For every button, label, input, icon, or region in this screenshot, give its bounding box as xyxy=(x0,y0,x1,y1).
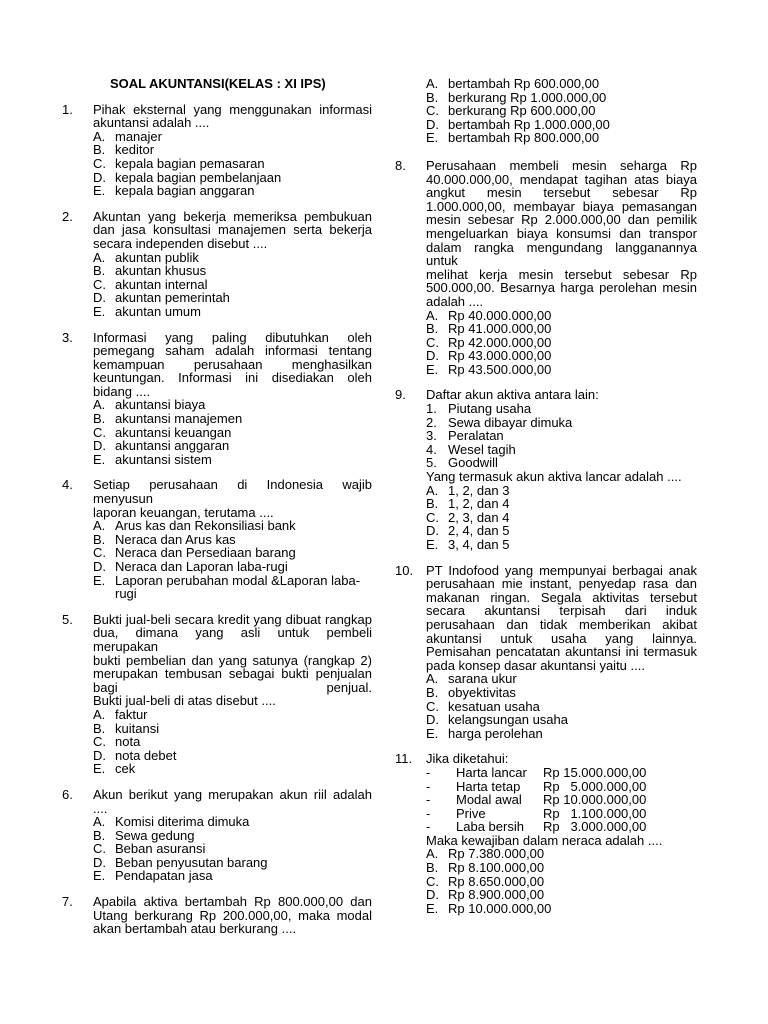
option-letter: C. xyxy=(93,734,106,750)
option-a xyxy=(426,672,697,686)
option-text: obyektivitas xyxy=(448,684,516,700)
option-text: akuntansi manajemen xyxy=(115,411,243,427)
stem-line: Pemisahan pencatatan akuntansi ini termasuk xyxy=(426,644,697,660)
option-text: Rp 43.000.000,00 xyxy=(448,348,552,364)
option-b xyxy=(426,861,697,875)
option-e xyxy=(426,727,697,741)
option-text: Rp 7.380.000,00 xyxy=(448,846,545,862)
option-letter: D. xyxy=(93,747,106,763)
option-text: akuntan publik xyxy=(115,249,199,265)
question-prompt: Yang termasuk akun aktiva lancar adalah .... xyxy=(426,469,682,485)
option-text: Rp 43.500.000,00 xyxy=(448,361,552,377)
stem-line: angkut mesin tersebut sebesar Rp xyxy=(426,185,697,201)
option-c xyxy=(426,700,697,714)
stem-line: makanan ringan. Segala aktivitas tersebut xyxy=(426,589,697,605)
stem-line: .... xyxy=(93,800,108,816)
option-letter: A. xyxy=(426,671,439,687)
option-letter: C. xyxy=(93,545,106,561)
question-11 xyxy=(395,752,697,915)
stem-line: bukti pembelian dan yang satunya (rangkap 2) xyxy=(93,652,372,668)
option-letter: C. xyxy=(426,103,439,119)
option-letter: E. xyxy=(93,451,106,467)
option-letter: E. xyxy=(93,868,106,884)
stem-line: perusahaan mie instant, penyedap rasa dan xyxy=(426,576,697,592)
option-letter: A. xyxy=(426,76,439,91)
question-8 xyxy=(395,159,697,377)
stem-line: dua, dimana yang asli untuk pembeli merupakan xyxy=(93,625,372,654)
option-c xyxy=(93,157,372,171)
option-e xyxy=(426,131,697,145)
question-stem xyxy=(426,564,697,673)
stem-line: melihat kerja mesin tersebut sebesar Rp xyxy=(426,266,697,282)
option-letter: C. xyxy=(426,873,439,889)
option-letter: C. xyxy=(93,276,106,292)
option-text: nota xyxy=(115,734,141,750)
question-3 xyxy=(62,331,372,467)
question-number: 9. xyxy=(395,387,406,403)
option-letter: D. xyxy=(426,523,439,539)
option-letter: C. xyxy=(93,155,106,171)
question-1 xyxy=(62,103,372,198)
option-letter: B. xyxy=(93,263,106,279)
stem-line: Jika diketahui: xyxy=(426,751,509,767)
option-text: akuntan umum xyxy=(115,303,201,319)
option-text: Rp 40.000.000,00 xyxy=(448,307,552,323)
list-item xyxy=(426,443,697,457)
stem-line: secara independen disebut .... xyxy=(93,235,268,251)
option-text: Neraca dan Arus kas xyxy=(115,531,236,547)
list-text: Sewa dibayar dimuka xyxy=(448,414,573,430)
known-dash: - xyxy=(426,778,431,794)
option-b xyxy=(93,264,372,278)
question-number: 2. xyxy=(62,208,73,224)
option-text: Pendapatan jasa xyxy=(115,868,213,884)
option-text: sarana ukur xyxy=(448,671,517,687)
known-name: Harta lancar xyxy=(456,764,527,780)
list-item xyxy=(426,402,697,416)
option-letter: B. xyxy=(93,142,106,158)
option-text: berkurang Rp 1.000.000,00 xyxy=(448,89,607,105)
option-e xyxy=(426,538,697,552)
question-5 xyxy=(62,613,372,776)
option-a xyxy=(93,815,372,829)
option-d xyxy=(93,856,372,870)
stem-line: mengeluarkan biaya konsumsi dan transpor xyxy=(426,225,697,241)
option-text: bertambah Rp 600.000,00 xyxy=(448,76,600,91)
option-c xyxy=(93,426,372,440)
option-text: Rp 41.000.000,00 xyxy=(448,321,552,337)
option-d xyxy=(93,439,372,453)
stem-line: dalam rangka mengundang langganannya untuk xyxy=(426,239,697,269)
question-prompt: Maka kewajiban dalam neraca adalah .... xyxy=(426,832,663,848)
stem-line: Daftar akun aktiva antara lain: xyxy=(426,387,599,403)
stem-line: 1.000.000,00, membayar biaya pemasangan xyxy=(426,198,697,214)
option-text: Arus kas dan Rekonsiliasi bank xyxy=(115,518,296,534)
option-text: Rp 10.000.000,00 xyxy=(448,900,552,916)
option-c xyxy=(93,546,372,560)
option-letter: C. xyxy=(426,509,439,525)
option-letter: D. xyxy=(93,854,106,870)
option-e xyxy=(93,305,372,319)
option-letter: B. xyxy=(93,411,106,427)
option-letter: D. xyxy=(93,169,106,185)
question-stem xyxy=(93,210,372,251)
list-number: 5. xyxy=(426,455,437,471)
known-value: Rp 10.000.000,00 xyxy=(543,792,647,808)
option-d xyxy=(93,291,372,305)
option-e xyxy=(426,363,697,377)
stem-line: PT Indofood yang mempunyai berbagai anak xyxy=(426,562,697,578)
known-dash: - xyxy=(426,764,431,780)
option-letter: A. xyxy=(93,397,106,413)
page-title: SOAL AKUNTANSI(KELAS : XI IPS) xyxy=(110,76,326,91)
known-name: Laba bersih xyxy=(456,819,524,835)
list-number: 3. xyxy=(426,428,437,444)
known-item xyxy=(426,807,697,821)
stem-line: akan bertambah atau berkurang .... xyxy=(93,921,297,937)
option-letter: A. xyxy=(426,482,439,498)
option-letter: C. xyxy=(426,698,439,714)
option-b xyxy=(93,722,372,736)
option-letter: D. xyxy=(426,116,439,132)
question-number: 3. xyxy=(62,329,73,345)
option-c xyxy=(426,875,697,889)
option-e xyxy=(426,902,697,916)
question-7-options xyxy=(395,77,697,145)
option-text: kepala bagian anggaran xyxy=(115,183,255,199)
question-stem xyxy=(93,478,372,519)
option-a xyxy=(93,708,372,722)
stem-line: Akuntan yang bekerja memeriksa pembukuan xyxy=(93,208,372,224)
stem-line: Apabila aktiva bertambah Rp 800.000,00 dan xyxy=(93,894,372,910)
stem-line: secara akuntansi terpisah dari induk xyxy=(426,603,697,619)
option-letter: D. xyxy=(426,348,439,364)
option-letter: A. xyxy=(93,518,106,534)
option-text: Rp 8.100.000,00 xyxy=(448,860,545,876)
option-letter: B. xyxy=(426,684,439,700)
list-text: Goodwill xyxy=(448,455,498,471)
option-e xyxy=(93,762,372,776)
option-letter: E. xyxy=(93,183,106,199)
option-letter: C. xyxy=(93,841,106,857)
option-letter: C. xyxy=(426,334,439,350)
option-text: berkurang Rp 600.000,00 xyxy=(448,103,596,119)
option-text: akuntansi sistem xyxy=(115,451,212,467)
option-letter: A. xyxy=(426,846,439,862)
option-text: Sewa gedung xyxy=(115,827,195,843)
option-letter: E. xyxy=(93,572,106,588)
option-text: Beban penyusutan barang xyxy=(115,854,268,870)
right-column xyxy=(395,77,697,927)
known-dash: - xyxy=(426,792,431,808)
option-letter: D. xyxy=(426,887,439,903)
option-letter: C. xyxy=(93,424,106,440)
option-letter: E. xyxy=(93,303,106,319)
option-text: 2, 4, dan 5 xyxy=(448,523,510,539)
option-letter: E. xyxy=(93,761,106,777)
known-item xyxy=(426,780,697,794)
option-text: akuntan pemerintah xyxy=(115,290,230,306)
question-number: 7. xyxy=(62,894,73,910)
option-d xyxy=(426,888,697,902)
question-6 xyxy=(62,788,372,883)
option-text: Komisi diterima dimuka xyxy=(115,814,250,830)
question-number: 8. xyxy=(395,157,406,173)
option-text: akuntan khusus xyxy=(115,263,207,279)
option-letter: B. xyxy=(93,720,106,736)
option-text: Neraca dan Persediaan barang xyxy=(115,545,296,561)
option-d xyxy=(93,560,372,574)
stem-line: pada konsep dasar akuntansi yaitu .... xyxy=(426,657,645,673)
known-item xyxy=(426,766,697,780)
option-text: bertambah Rp 1.000.000,00 xyxy=(448,116,610,132)
option-e xyxy=(93,184,372,198)
stem-line: dan jasa konsultasi manajemen serta bekerja xyxy=(93,222,372,238)
option-a xyxy=(426,309,697,323)
option-letter: B. xyxy=(93,827,106,843)
option-text: kelangsungan usaha xyxy=(448,712,568,728)
option-letter: A. xyxy=(93,814,106,830)
option-text: akuntansi anggaran xyxy=(115,438,230,454)
option-a xyxy=(426,77,697,91)
option-d xyxy=(93,749,372,763)
option-letter: A. xyxy=(93,706,106,722)
option-d xyxy=(426,349,697,363)
option-text: 2, 3, dan 4 xyxy=(448,509,510,525)
list-item xyxy=(426,429,697,443)
option-text: Rp 8.650.000,00 xyxy=(448,873,545,889)
question-7 xyxy=(62,895,372,936)
stem-line: pemegang saham adalah informasi tentang xyxy=(93,343,372,359)
known-name: Prive xyxy=(456,805,486,821)
option-c xyxy=(426,104,697,118)
question-number: 11. xyxy=(395,751,413,767)
question-number: 6. xyxy=(62,786,73,802)
option-text: cek xyxy=(115,761,136,777)
option-text: akuntansi keuangan xyxy=(115,424,232,440)
option-text: kuitansi xyxy=(115,720,160,736)
stem-line: Perusahaan membeli mesin seharga Rp xyxy=(426,157,697,173)
list-text: Wesel tagih xyxy=(448,441,516,457)
left-questions xyxy=(62,103,372,936)
option-text: akuntan internal xyxy=(115,276,208,292)
known-dash: - xyxy=(426,805,431,821)
option-b xyxy=(426,686,697,700)
question-number: 4. xyxy=(62,477,73,493)
option-c xyxy=(93,278,372,292)
question-stem xyxy=(93,613,372,708)
option-text: Beban asuransi xyxy=(115,841,206,857)
stem-line: bagi penjual. xyxy=(93,679,372,695)
question-4 xyxy=(62,478,372,600)
option-a xyxy=(426,847,697,861)
option-a xyxy=(93,398,372,412)
option-letter: E. xyxy=(426,725,439,741)
option-letter: B. xyxy=(426,321,439,337)
option-b xyxy=(93,533,372,547)
list-number: 4. xyxy=(426,441,437,457)
option-c xyxy=(426,511,697,525)
question-stem xyxy=(426,752,697,766)
option-letter: E. xyxy=(426,900,439,916)
known-value: Rp 3.000.000,00 xyxy=(543,819,647,835)
option-text: bertambah Rp 800.000,00 xyxy=(448,130,600,146)
option-text: Rp 8.900.000,00 xyxy=(448,887,545,903)
question-stem xyxy=(426,159,697,309)
option-b xyxy=(93,412,372,426)
option-text: Rp 42.000.000,00 xyxy=(448,334,552,350)
stem-line: merupakan tembusan sebagai bukti penjualan xyxy=(93,666,372,682)
stem-line: kemampuan perusahaan menghasilkan xyxy=(93,356,372,372)
stem-line: Bukti jual-beli secara kredit yang dibuat rangkap xyxy=(93,611,372,627)
option-text: akuntansi biaya xyxy=(115,397,206,413)
option-text: manajer xyxy=(115,128,162,144)
list-text: Piutang usaha xyxy=(448,401,532,417)
option-letter: B. xyxy=(426,89,439,105)
option-d xyxy=(426,713,697,727)
option-letter: D. xyxy=(93,290,106,306)
stem-line: adalah .... xyxy=(426,293,484,309)
option-b xyxy=(426,322,697,336)
stem-line: akuntansi adalah .... xyxy=(93,115,210,131)
question-stem xyxy=(93,895,372,936)
question-stem xyxy=(93,103,372,130)
option-b xyxy=(93,143,372,157)
list-number: 1. xyxy=(426,401,437,417)
option-letter: A. xyxy=(426,307,439,323)
option-text: 1, 2, dan 3 xyxy=(448,482,510,498)
option-b xyxy=(93,829,372,843)
option-letter: E. xyxy=(426,361,439,377)
stem-line: Akun berikut yang merupakan akun riil adalah xyxy=(93,786,372,802)
option-text: harga perolehan xyxy=(448,725,543,741)
question-stem xyxy=(93,788,372,815)
option-text: kepala bagian pemasaran xyxy=(115,155,265,171)
known-dash: - xyxy=(426,819,431,835)
option-letter: E. xyxy=(426,130,439,146)
known-value: Rp 15.000.000,00 xyxy=(543,764,647,780)
option-text: 3, 4, dan 5 xyxy=(448,537,510,552)
option-c xyxy=(93,735,372,749)
option-a xyxy=(426,484,697,498)
option-e xyxy=(93,869,372,883)
question-number: 5. xyxy=(62,611,73,627)
stem-line: Pihak eksternal yang menggunakan informasi xyxy=(93,101,372,117)
option-text: faktur xyxy=(115,706,148,722)
list-item xyxy=(426,416,697,430)
stem-line: bidang .... xyxy=(93,383,151,399)
option-d xyxy=(426,524,697,538)
question-number: 1. xyxy=(62,101,73,117)
option-letter: E. xyxy=(426,537,439,552)
question-stem xyxy=(93,331,372,399)
known-name: Harta tetap xyxy=(456,778,521,794)
known-item xyxy=(426,793,697,807)
option-letter: D. xyxy=(93,438,106,454)
option-letter: A. xyxy=(93,128,106,144)
known-value: Rp 1.100.000,00 xyxy=(543,805,647,821)
stem-line: laporan keuangan, terutama .... xyxy=(93,504,274,520)
known-item xyxy=(426,820,697,834)
stem-line: Informasi yang paling dibutuhkan oleh xyxy=(93,329,372,345)
stem-line: mesin sebesar Rp 2.000.000,00 dan pemilik xyxy=(426,212,697,228)
stem-line: perusahaan dan tidak memberikan akibat xyxy=(426,616,697,632)
option-letter: B. xyxy=(426,860,439,876)
option-text: keditor xyxy=(115,142,155,158)
option-e xyxy=(93,453,372,467)
stem-line: 500.000,00. Besarnya harga perolehan mesin xyxy=(426,280,697,296)
option-e xyxy=(93,574,372,601)
stem-line: Bukti jual-beli di atas disebut .... xyxy=(93,693,276,709)
option-text: 1, 2, dan 4 xyxy=(448,496,510,512)
option-d xyxy=(426,118,697,132)
list-text: Peralatan xyxy=(448,428,504,444)
option-letter: A. xyxy=(93,249,106,265)
list-item xyxy=(426,456,697,470)
question-2 xyxy=(62,210,372,319)
option-a xyxy=(93,519,372,533)
option-c xyxy=(93,842,372,856)
option-letter: B. xyxy=(93,531,106,547)
option-b xyxy=(426,91,697,105)
question-10 xyxy=(395,564,697,741)
option-text: nota debet xyxy=(115,747,177,763)
right-questions xyxy=(395,159,697,915)
option-text: kesatuan usaha xyxy=(448,698,540,714)
left-column xyxy=(62,77,372,948)
known-value: Rp 5.000.000,00 xyxy=(543,778,647,794)
option-c xyxy=(426,336,697,350)
stem-line: keuntungan. Informasi ini disediakan oleh xyxy=(93,370,372,386)
option-b xyxy=(426,497,697,511)
option-d xyxy=(93,171,372,185)
option-text: Laporan perubahan modal &Laporan laba-rugi xyxy=(115,572,361,602)
stem-line: Utang berkurang Rp 200.000,00, maka modal xyxy=(93,907,372,923)
option-letter: D. xyxy=(93,559,106,574)
question-9 xyxy=(395,388,697,551)
stem-line: akuntansi untuk usaha yang lainnya. xyxy=(426,630,697,646)
question-number: 10. xyxy=(395,562,414,578)
option-a xyxy=(93,251,372,265)
option-letter: B. xyxy=(426,496,439,512)
option-letter: D. xyxy=(426,712,439,728)
option-text: kepala bagian pembelanjaan xyxy=(115,169,282,185)
list-number: 2. xyxy=(426,414,437,430)
option-text: Neraca dan Laporan laba-rugi xyxy=(115,559,288,574)
option-a xyxy=(93,130,372,144)
stem-line: 40.000.000,00, mendapat tagihan atas biaya xyxy=(426,171,697,187)
question-stem xyxy=(426,388,697,402)
stem-line: Setiap perusahaan di Indonesia wajib menyusun xyxy=(93,477,372,507)
known-name: Modal awal xyxy=(456,792,522,808)
